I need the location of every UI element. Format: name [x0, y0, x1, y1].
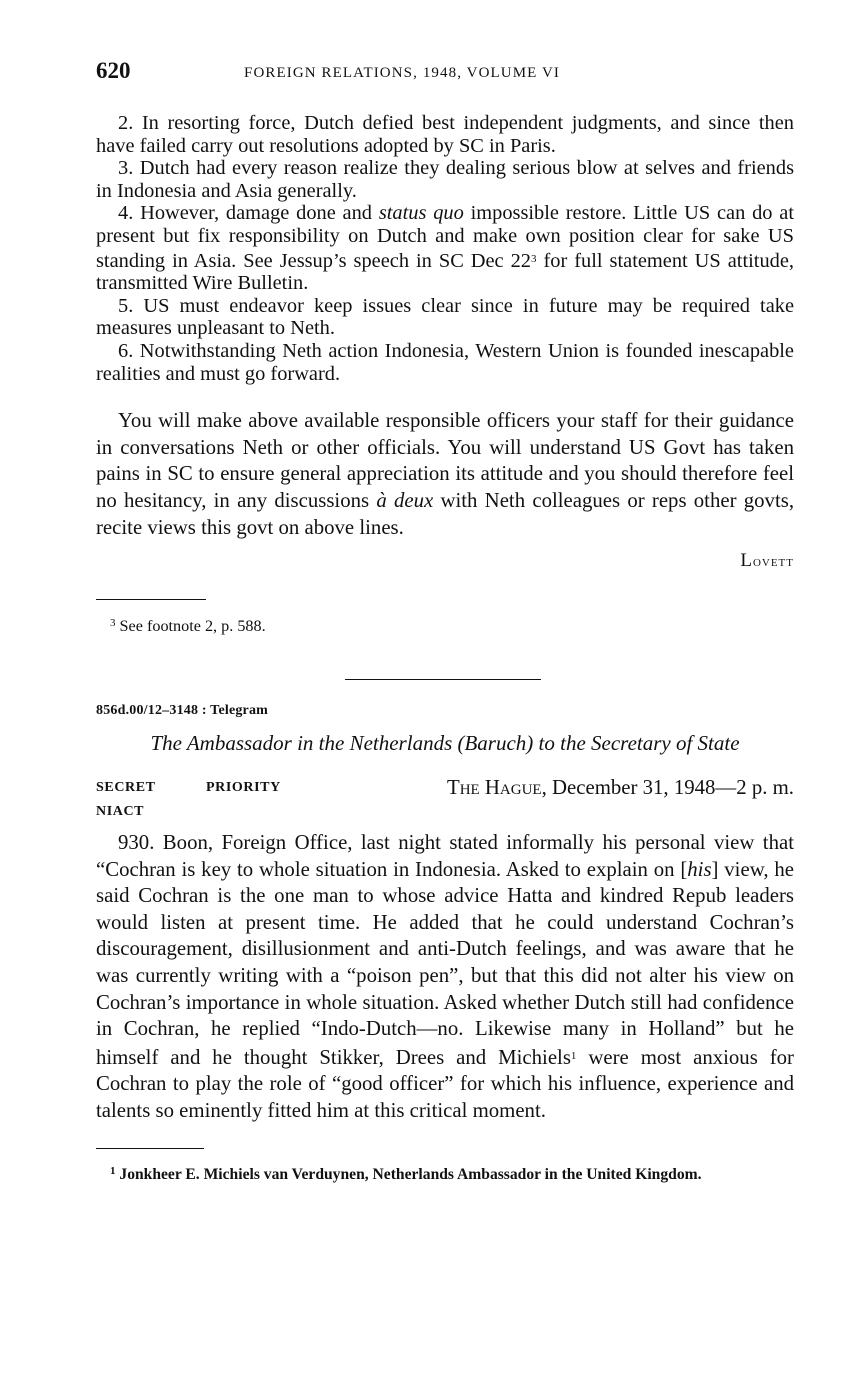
telegram-text-c: were most anxious for Cochran to play the role of “good officer” for which his influence, experience and talents so eminently fitted him at this critical moment. — [96, 1045, 794, 1123]
footnote-1 — [96, 1163, 794, 1183]
point-5: 5. US must endeavor keep issues clear since in future may be required take measures unpleasant to Neth. — [96, 294, 794, 340]
point-4 — [96, 202, 794, 294]
instruction-text-a: You will make above available responsible officers your staff for their guidance in conversations Neth or other officials. You will understand US Govt has taken pains in SC to ensure general appreciation its attitude and you should therefore feel no hesitancy, in any discussions — [96, 409, 794, 512]
footnote-1-number: 1 — [110, 1164, 116, 1177]
point-4-text-a: 4. However, damage done and — [118, 202, 379, 225]
point-4-text-c: for full statement US attitude, transmitted Wire Bulletin. — [96, 249, 794, 295]
page-header — [96, 58, 794, 88]
telegram-bracket-italic: his — [687, 857, 712, 881]
footnote-3-text: See footnote 2, p. 588. — [115, 617, 266, 636]
dateline — [447, 776, 794, 800]
footnote-1-text: Jonkheer E. Michiels van Verduynen, Netherlands Ambassador in the United Kingdom. — [115, 1165, 702, 1183]
document-separator — [345, 679, 541, 680]
point-3: 3. Dutch had every reason realize they dealing serious blow at selves and friends in Indonesia and Asia generally. — [96, 157, 794, 202]
page-number: 620 — [96, 58, 131, 83]
instruction-paragraph — [96, 408, 794, 541]
footnote-3 — [96, 614, 794, 636]
footnote-rule — [96, 599, 206, 600]
dateline-date: , December 31, 1948—2 p. m. — [541, 776, 794, 800]
instruction-text-b: with Neth colleagues or reps other govts, recite views this govt on above lines. — [96, 488, 795, 539]
document-page — [96, 58, 794, 1183]
instruction-block — [96, 408, 794, 541]
signature: Lovett — [740, 550, 794, 572]
footnote-3-number: 3 — [110, 617, 116, 630]
point-6: 6. Notwithstanding Neth action Indonesia, Western Union is founded inescapable realities and must go forward. — [96, 339, 794, 385]
instruction-italic: à deux — [376, 488, 434, 512]
footnote-1-marker: 1 — [570, 1049, 577, 1062]
numbered-points — [96, 112, 794, 385]
telegram-paragraph — [96, 830, 794, 1125]
running-head: FOREIGN RELATIONS, 1948, VOLUME VI — [244, 65, 561, 81]
document-reference: 856d.00/12–3148 : Telegram — [96, 703, 269, 719]
point-2: 2. In resorting force, Dutch defied best independent judgments, and since then have failed carry out resolutions adopted by SC in Paris. — [96, 112, 794, 157]
telegram-text-b: ] view, he said Cochran is the one man to whose advice Hatta and kindred Repub leaders would listen at present time. He added that he could understand Cochran’s discouragement, disillusionment and anti-Dutch feelings, and was aware that he was currently writing with a “poison pen”, but that this did not alter his view on Cochran’s importance in whole situation. Asked whether Dutch still had confidence in Cochran, he replied “Indo-Dutch—no. Likewise many in Holland” but he himself and he thought Stikker, Drees and Michiels — [96, 857, 794, 1069]
footnote-3-marker: 3 — [531, 252, 537, 265]
footnote-rule-2 — [96, 1148, 204, 1149]
document-title: The Ambassador in the Netherlands (Baruch) to the Secretary of State — [150, 731, 740, 756]
dateline-place: The Hague — [447, 776, 542, 800]
classification-secret: SECRET — [96, 780, 156, 796]
point-4-text-b: impossible restore. Little US can do at present but fix responsibility on Dutch and make own position clear for sake US standing in Asia. See Jessup’s speech in SC Dec 22 — [96, 202, 794, 272]
telegram-body — [96, 830, 794, 1125]
classification-niact: NIACT — [96, 804, 145, 820]
point-4-italic: status quo — [378, 202, 464, 225]
classification-priority: PRIORITY — [206, 780, 281, 796]
telegram-text-a: 930. Boon, Foreign Office, last night stated informally his personal view that “Cochran is key to whole situation in Indonesia. Asked to explain on [ — [96, 831, 794, 881]
classification-row — [96, 776, 794, 826]
